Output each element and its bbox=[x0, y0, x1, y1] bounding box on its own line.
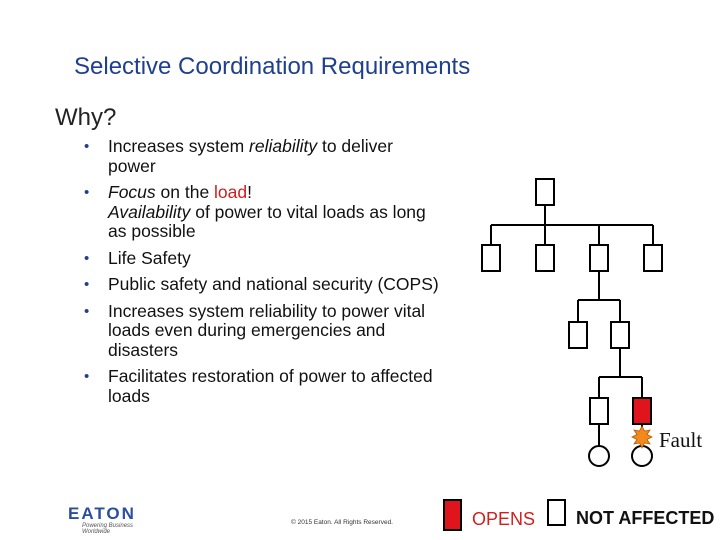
legend-not-affected-box bbox=[548, 500, 565, 525]
bullet-text-run: Increases system bbox=[108, 136, 250, 156]
logo-tagline: Powering Business Worldwide bbox=[82, 523, 134, 535]
feeder-breaker bbox=[644, 245, 662, 271]
bullet-text-run: Facilitates restoration of power to affected loads bbox=[108, 366, 433, 406]
feeder-breaker bbox=[590, 245, 608, 271]
branch-breaker bbox=[569, 322, 587, 348]
bullet-dot-icon: • bbox=[84, 184, 90, 201]
bullet-text-run: on the bbox=[155, 182, 215, 202]
branch-breaker bbox=[611, 322, 629, 348]
bullet-dot-icon: • bbox=[84, 302, 90, 320]
load-breaker bbox=[590, 398, 608, 424]
feeder-breaker bbox=[482, 245, 500, 271]
legend-opens-box bbox=[444, 500, 461, 530]
bullet-text-run: reliability bbox=[249, 136, 318, 156]
main-breaker bbox=[536, 179, 554, 205]
bullet-text-run: ! bbox=[247, 182, 253, 202]
bullet-dot-icon: • bbox=[84, 138, 90, 155]
bullet-text-run: of power to vital loads as long as possible bbox=[108, 201, 426, 241]
fault-label: Fault bbox=[659, 428, 703, 452]
load-motor bbox=[632, 446, 652, 466]
legend-not-affected-label: NOT AFFECTED bbox=[576, 508, 715, 528]
load-motor bbox=[589, 446, 609, 466]
opened-breaker bbox=[633, 398, 651, 424]
why-heading: Why? bbox=[55, 104, 117, 131]
legend-opens-label: OPENS bbox=[472, 509, 536, 529]
bullet-dot-icon: • bbox=[84, 249, 90, 267]
copyright: © 2015 Eaton. All Rights Reserved. bbox=[291, 519, 393, 526]
bullet-text-run: Focus bbox=[108, 182, 156, 202]
bullet-dot-icon: • bbox=[84, 276, 90, 293]
bullet-text-run: to deliver power bbox=[108, 136, 393, 176]
bullet-text-run: Life Safety bbox=[108, 247, 191, 268]
logo-wordmark: EATON bbox=[68, 504, 136, 523]
bullet-text-run: load bbox=[214, 182, 248, 202]
bullet-text-run: Increases system reliability to power vital loads even during emergencies and disasters bbox=[108, 300, 426, 360]
slide-title: Selective Coordination Requirements bbox=[74, 53, 471, 80]
eaton-logo bbox=[68, 505, 150, 535]
bullet-dot-icon: • bbox=[84, 368, 90, 385]
fault-burst-icon bbox=[632, 426, 652, 448]
feeder-breaker bbox=[536, 245, 554, 271]
bullet-text-run: Public safety and national security (COPS) bbox=[108, 274, 439, 294]
bullet-text-run: Availability bbox=[108, 201, 191, 222]
